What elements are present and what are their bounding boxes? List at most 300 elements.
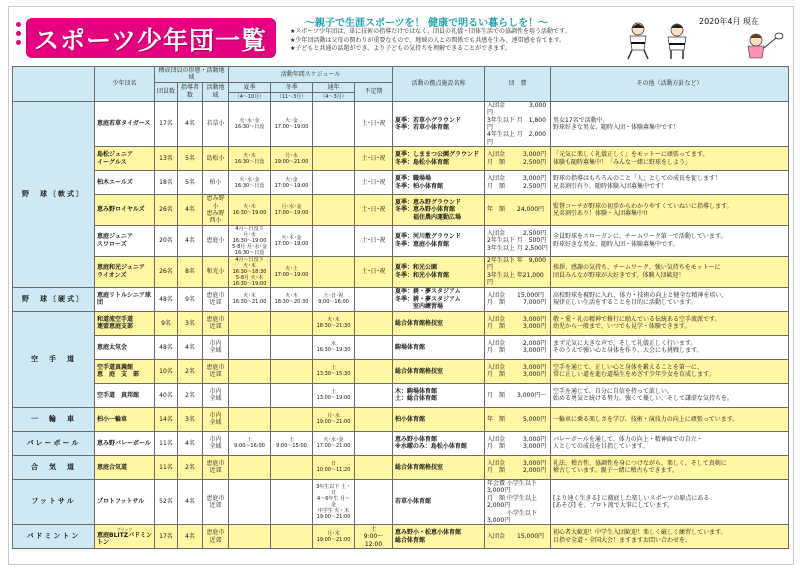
cell-members — [155, 407, 178, 431]
cell-other-text: 高校野球を視野に入れ、体力・技術の向上と健全な精神を培い、 規律正しい生活をすることを目的に活動しています。 — [553, 291, 728, 307]
col-winter: 冬季 — [271, 82, 313, 92]
cell-venue-text: 駒場体育館 — [395, 343, 426, 351]
cell-venue-text: 夏季：恵み野グラウンド 冬季：恵み野小体育館 福住農内運動広場 — [395, 198, 462, 221]
table-row — [13, 359, 789, 383]
cell-venue — [393, 407, 485, 431]
cell-venue — [393, 479, 485, 524]
cell-venue-text: 総合体育館格技室 — [395, 367, 444, 375]
cell-area-text: 市内 全域 — [209, 435, 222, 451]
col-category — [13, 67, 95, 102]
cell-summer-text: 火･木 16:30〜21:00 — [232, 293, 267, 306]
cell-members-text: 17名 — [159, 533, 173, 541]
cell-fee-text: 年 額 24,000円 — [487, 206, 545, 214]
cell-yearround — [313, 455, 355, 479]
cell-venue — [393, 359, 485, 383]
table-row — [13, 101, 789, 146]
cell-area — [203, 479, 229, 524]
cell-members-text: 40名 — [159, 391, 173, 399]
cell-venue-text: 若草小体育館 — [395, 498, 432, 506]
cell-yearround-text: 土 13:30〜15:30 — [316, 365, 351, 378]
cell-area-text: 恵庭小 — [206, 237, 225, 245]
cell-yearround — [313, 431, 355, 455]
cell-venue — [393, 195, 485, 226]
table-row — [13, 479, 789, 524]
cell-irregular-text: 土 9:00〜12:00 — [363, 525, 384, 548]
category-cell: バレーボール — [13, 431, 95, 455]
cell-yearround-text: 火･水･金 17:00〜21:00 — [316, 437, 351, 450]
cell-fee-text: 入団金 2,000円 月 額 3,000円 — [487, 339, 547, 355]
cell-area-text: 恵み野小 恵み野西小 — [206, 195, 225, 225]
col-coaches: 指導者数 — [178, 82, 203, 101]
cell-fee — [485, 455, 551, 479]
cell-other — [551, 407, 789, 431]
cell-coaches-text: 5名 — [185, 179, 195, 187]
cell-area-text: 市内 全域 — [209, 387, 222, 403]
cell-venue — [393, 311, 485, 335]
cell-coaches-text: 4名 — [185, 237, 195, 245]
cell-fee — [485, 225, 551, 256]
cell-members-text: 20名 — [159, 237, 173, 245]
cell-winter-text: 火･木 18:30〜20:30 — [274, 293, 309, 306]
col-yearround-sub: （4〜3月） — [313, 92, 355, 101]
cell-other — [551, 359, 789, 383]
cell-fee-text: 入団金 3,000円 月 額 2,500円 — [487, 175, 547, 190]
cell-summer-text: 4月〜日没下 火･木 16:30〜18:30 5-8月 火･木 16:30〜19:00 — [232, 256, 267, 287]
intro-line: ★スポーツ少年団は、単に技術の指導だけではなく、団員の礼儀・団体生活での協調性を培う活動です。 — [290, 28, 571, 35]
cell-summer-text: 火･水･金 16:30〜日没 — [234, 176, 265, 189]
cell-members — [155, 225, 178, 256]
cell-other — [551, 147, 789, 171]
cell-winter — [271, 311, 313, 335]
cell-name-text: 空手道真義館 恵 庭 支 部 — [97, 363, 140, 379]
cell-name — [95, 195, 155, 226]
intro-line: ★少年団活動は父母の関わりが重要なもので、地域の人との関係でも共感を生み、連帯感を育てます。 — [290, 36, 566, 44]
cell-other-text: 敬・愛・礼の精神で修行に励んでいる伝統ある空手流派です。 幼児から一般まで、いつでも見学・体験できます。 — [553, 315, 721, 331]
cell-coaches-text: 4名 — [185, 343, 195, 351]
cell-summer — [229, 171, 271, 195]
table-row — [13, 147, 789, 171]
cell-other-text: 「元気に楽しく礼儀正しく」をモットーに頑張ってます。 体験も随時募集中！「みんな一緒に野球をしよう」 — [553, 151, 709, 166]
cell-area — [203, 311, 229, 335]
table-row — [13, 225, 789, 256]
cell-other — [551, 431, 789, 455]
cell-members — [155, 287, 178, 311]
cell-coaches-text: 4名 — [185, 206, 195, 214]
cell-winter — [271, 287, 313, 311]
cell-irregular — [355, 479, 393, 524]
cell-name-text: 恵庭BLITZバドミントン — [97, 531, 152, 547]
cell-other — [551, 256, 789, 287]
cell-yearround-text: 月･木 19:00〜21:00 — [316, 530, 351, 543]
cell-members-text: 52名 — [159, 498, 173, 506]
cell-summer — [229, 147, 271, 171]
cell-summer-text: 火･木 16:30〜19:00 — [232, 204, 267, 217]
cell-winter — [271, 101, 313, 146]
judo-kid-illustration-icon — [662, 22, 692, 60]
cell-yearround — [313, 195, 355, 226]
cell-summer — [229, 383, 271, 407]
cell-coaches-text: 2名 — [185, 367, 195, 375]
table-row — [13, 311, 789, 335]
col-irregular: 不定期 — [355, 82, 393, 101]
col-fee: 団 費 — [485, 67, 551, 102]
cell-winter-text: 月･水･金 17:00〜19:00 — [274, 204, 309, 217]
category-cell: バドミントン — [13, 525, 95, 549]
cell-area-text: 恵庭市 近郊 — [206, 494, 225, 510]
cell-area — [203, 383, 229, 407]
cell-other — [551, 225, 789, 256]
cell-irregular — [355, 256, 393, 287]
cell-irregular — [355, 171, 393, 195]
cell-irregular-text: 土･日･祝 — [361, 120, 386, 128]
cell-members — [155, 431, 178, 455]
name-ruby: ブリッツ — [116, 526, 133, 532]
cell-name-text: 恵庭和光ジュニア ライオンズ — [97, 264, 145, 279]
cell-yearround — [313, 256, 355, 287]
col-venue: 活動の拠点施設名称 — [393, 67, 485, 102]
cell-fee-text: 年会費 小学生以下 3,000円 月 額 中学生以上 2,000円 小学生以下 3,000円 — [487, 479, 537, 524]
cell-members — [155, 311, 178, 335]
category-cell: 野 球〔軟式〕 — [13, 101, 95, 287]
cell-coaches-text: 9名 — [185, 295, 195, 303]
cell-name — [95, 101, 155, 146]
cell-summer — [229, 225, 271, 256]
cell-venue-text: 夏季：職場場 冬季：柏小体育館 — [395, 175, 444, 190]
cell-fee-text: 入団金 3,000円 月 額 3,000円 — [487, 363, 547, 379]
cell-irregular — [355, 455, 393, 479]
cell-area-text: 島松小 — [206, 155, 225, 163]
cell-fee-text: 入団金 15,000円 月 額 7,000円 — [487, 291, 547, 307]
cell-irregular-text: 土･日･祝 — [361, 268, 386, 276]
cell-other — [551, 479, 789, 524]
cell-name-text: プロトフットサル — [97, 498, 145, 506]
cell-winter — [271, 195, 313, 226]
cell-coaches-text: 4名 — [185, 439, 195, 447]
cell-members — [155, 335, 178, 359]
cell-other — [551, 335, 789, 359]
cell-winter-text: 火･土 17:00〜19:00 — [274, 265, 309, 278]
cell-winter — [271, 335, 313, 359]
cell-other-text: 礼法、稽古性、協調性を身につけながら、楽しく、そして真剣に 稽古しています。親子一緒に稽古もできます。 — [553, 459, 727, 475]
col-yearround: 通年 — [313, 82, 355, 92]
cell-irregular — [355, 287, 393, 311]
cell-venue-text: 木：駒場体育館 土：総合体育館 — [395, 387, 438, 403]
cell-coaches — [178, 431, 203, 455]
cell-coaches — [178, 147, 203, 171]
category-cell: フットサル — [13, 479, 95, 524]
cell-coaches — [178, 101, 203, 146]
cell-fee — [485, 171, 551, 195]
cell-winter-text: 火･金 17:00〜19:00 — [274, 176, 309, 189]
cell-area-text: 柏小 — [209, 179, 222, 187]
cell-venue — [393, 171, 485, 195]
cell-area — [203, 455, 229, 479]
cell-venue — [393, 455, 485, 479]
cell-name-text: 恵庭リトルシニア球団 — [97, 291, 151, 307]
cell-area — [203, 147, 229, 171]
cell-other-text: 男女17名で活動中。 野球好きな男女、随時入団・体験募集中です！ — [553, 116, 680, 132]
cell-yearround — [313, 147, 355, 171]
cell-coaches-text: 4名 — [185, 533, 195, 541]
cell-venue-text: 夏季：若草小グラウンド 冬季：若草小体育館 — [395, 116, 462, 132]
table-row — [13, 335, 789, 359]
cell-name — [95, 335, 155, 359]
cell-other — [551, 455, 789, 479]
cell-summer — [229, 431, 271, 455]
cell-yearround-text: 日 10:00〜11:20 — [316, 461, 351, 474]
cell-summer — [229, 525, 271, 549]
cell-winter — [271, 359, 313, 383]
cell-fee — [485, 359, 551, 383]
cell-winter — [271, 479, 313, 524]
cell-other — [551, 287, 789, 311]
cell-members — [155, 195, 178, 226]
cell-area — [203, 171, 229, 195]
cell-venue-text: 総合体育館格技室 — [395, 463, 444, 471]
cell-venue-text: 柏小体育館 — [395, 415, 426, 423]
table-row — [13, 195, 789, 226]
cell-area-text: 恵庭市 近郊 — [206, 315, 225, 331]
cell-other — [551, 311, 789, 335]
cell-other-text: 空手を通じて、正しい心と身体を鍛えることを第一に、 常に正しい道を進む道場生をめざす少年少女を育成します。 — [553, 363, 715, 379]
table-row — [13, 407, 789, 431]
cell-coaches-text: 3名 — [185, 415, 195, 423]
table-row — [13, 431, 789, 455]
cell-area — [203, 407, 229, 431]
cell-area — [203, 195, 229, 226]
cell-yearround-text: 火･木 18:30〜21:30 — [316, 317, 351, 330]
cell-fee — [485, 147, 551, 171]
cell-name — [95, 455, 155, 479]
cell-fee — [485, 311, 551, 335]
cell-fee-text: 入団金 3,000円 3年生以下 月 1,800円 4年生以上 月 2,000円 — [487, 101, 547, 146]
cell-winter — [271, 225, 313, 256]
cell-winter-text: 土 9:00〜15:00 — [276, 437, 307, 450]
category-cell: 野 球〔硬式〕 — [13, 287, 95, 311]
category-cell: 空 手 道 — [13, 311, 95, 407]
cell-fee-text: 月 額 3,000円〜 — [487, 391, 547, 399]
cell-yearround — [313, 359, 355, 383]
cell-fee-text: 入団金 2,500円 2年生以下 月 500円 3年生以上 月 2,500円 — [487, 229, 548, 252]
cell-other-text: 全員野球をスローガンに、チームワーク第一で活動しています。 野球好きな男女、随時入団・体験募集中です。 — [553, 233, 727, 248]
cell-coaches — [178, 479, 203, 524]
cell-irregular — [355, 383, 393, 407]
cell-summer-text: 土 9:00〜16:00 — [234, 437, 265, 450]
cell-other — [551, 101, 789, 146]
cell-area-text: 恵庭市 近郊 — [206, 291, 225, 307]
cell-other-text: 挨拶、感謝の気持ち、チームワーク、強い気持ちをモットーに 団員みんなが野球が大好きです。体験入団歓迎！ — [553, 264, 721, 279]
col-winter-sub: （11〜3月） — [271, 92, 313, 101]
cell-venue-text: 夏季：しままつ公園グラウンド 冬季：島松小体育館 — [395, 151, 480, 166]
cell-yearround — [313, 311, 355, 335]
cell-area — [203, 359, 229, 383]
cell-winter-text: 火･金 17:00〜19:00 — [274, 118, 309, 131]
cell-coaches — [178, 455, 203, 479]
decorative-dots — [14, 22, 24, 49]
cell-name — [95, 359, 155, 383]
table-row — [13, 383, 789, 407]
cell-name — [95, 407, 155, 431]
cell-venue — [393, 287, 485, 311]
cell-venue-text: 夏季：河川敷グラウンド 冬季：恵庭小体育館 — [395, 233, 462, 248]
cell-yearround-text: 3年生以下 土・日 4〜6年生 月〜金 中学生 火・木 19:00〜21:00 — [316, 484, 351, 521]
cell-fee — [485, 287, 551, 311]
cell-summer — [229, 287, 271, 311]
cell-fee — [485, 101, 551, 146]
cell-fee — [485, 383, 551, 407]
cell-coaches — [178, 335, 203, 359]
cell-other-text: [より速く生きる] に徹底した楽しいスポーツの原点にある [あそび] を、プロト流で大事にしています。 — [553, 494, 710, 510]
intro-line: ★子どもと共通の話題ができ、より子どもの気持ちを理解できることができます。 — [290, 45, 511, 52]
cell-members-text: 48名 — [159, 295, 173, 303]
cell-yearround — [313, 287, 355, 311]
cell-venue-text: 総合体育館格技室 — [395, 319, 444, 327]
cell-name-text: 柏小一輪車 — [97, 415, 128, 423]
cell-summer-text: 4月〜日没下 月･水 16:30〜19:00 5-8月 月･水･金 16:30〜日没 — [232, 225, 267, 256]
cell-members — [155, 359, 178, 383]
cell-members-text: 11名 — [159, 463, 173, 471]
cell-fee — [485, 335, 551, 359]
cell-other-text: 監督コーチが野球の初歩からわかりやすくていねいに指導します。 兄弟割引あり！体験・入団募集中!! — [553, 202, 733, 218]
cell-area-text: 恵庭市 近郊 — [206, 459, 225, 475]
cell-venue-text: 夏季：和光公園 冬季：和光小体育館 — [395, 264, 450, 279]
cell-members — [155, 455, 178, 479]
cell-summer-text: 火･水･金 16:30〜日没 — [234, 118, 265, 131]
cell-other — [551, 171, 789, 195]
cell-coaches-text: 4名 — [185, 498, 195, 506]
cell-winter — [271, 256, 313, 287]
table-header — [13, 67, 789, 102]
cell-fee — [485, 431, 551, 455]
cell-area — [203, 431, 229, 455]
cell-other-text: 野球の指導はもちろんのこと「人」としての成長を促します！ 兄弟割引有り。随時体験入団募集中です！ — [553, 175, 722, 190]
cell-name-text: 恵庭合気道 — [97, 463, 128, 471]
cell-fee-text: 入団金 3,000円 月 額 2,500円 — [487, 151, 547, 166]
cell-members — [155, 171, 178, 195]
cell-coaches — [178, 287, 203, 311]
cell-members — [155, 383, 178, 407]
cell-members-text: 14名 — [159, 415, 173, 423]
cell-summer — [229, 101, 271, 146]
cell-members — [155, 256, 178, 287]
cell-yearround — [313, 407, 355, 431]
cell-members-text: 26名 — [159, 206, 173, 214]
col-other: その他（活動方針など） — [551, 67, 789, 102]
cell-irregular — [355, 431, 393, 455]
cell-fee — [485, 525, 551, 549]
col-members: 団員数 — [155, 82, 178, 101]
cell-yearround-text: 水 16:30〜19:30 — [316, 341, 351, 354]
cell-name-text: 恵庭ジュニア スワローズ — [97, 233, 133, 248]
cell-other-text: 空手を通じて、自分に自信を持って欲しい。 始める勇気と続ける努力。強くて優しい、そして謙虚な気持ちを。 — [553, 387, 734, 403]
cell-coaches — [178, 225, 203, 256]
cell-members-text: 17名 — [159, 120, 173, 128]
cell-yearround-text: 月･水 19:00〜21:00 — [316, 413, 351, 426]
cell-other-text: まず元気に大きな声で、そして礼儀正しく行います。 そのうえで強い心と身体を作り、大会にも挑戦します。 — [553, 339, 703, 355]
cell-irregular-text: 土･日･祝 — [361, 206, 386, 214]
cell-irregular-text: 土･日･祝 — [361, 179, 386, 187]
cell-coaches-text: 3名 — [185, 319, 195, 327]
cell-coaches-text: 2名 — [185, 391, 195, 399]
cell-area-text: 和光小 — [206, 268, 225, 276]
cell-area-text: 市内 全域 — [209, 411, 222, 427]
cell-coaches — [178, 311, 203, 335]
cell-summer-text: 火･木 16:30〜日没 — [234, 152, 265, 165]
cell-area-text: 市内 全域 — [209, 339, 222, 355]
col-summer-sub: （4〜10月） — [229, 92, 271, 101]
cell-venue — [393, 147, 485, 171]
cell-other-text: 一輪車に乗る楽しさを学び、技術・演技力の向上に頑張っています。 — [553, 415, 739, 423]
cell-winter — [271, 171, 313, 195]
cell-irregular-text: 土･日･祝 — [361, 155, 386, 163]
cell-fee-text: 入団金 3,000円 月 額 3,000円 — [487, 435, 547, 451]
cell-irregular — [355, 101, 393, 146]
cell-members-text: 13名 — [159, 155, 173, 163]
cell-name-text: 恵庭若草タイガース — [97, 120, 151, 128]
cell-area — [203, 225, 229, 256]
cell-coaches — [178, 525, 203, 549]
cell-other — [551, 383, 789, 407]
cell-name-text: 和道流空手道 連盟恵庭支部 — [97, 315, 134, 331]
cell-name-text: 島松ジュニア イーグルス — [97, 151, 133, 166]
cell-summer — [229, 256, 271, 287]
cell-irregular — [355, 525, 393, 549]
table-body — [13, 101, 789, 549]
cell-name — [95, 383, 155, 407]
col-summer: 夏季 — [229, 82, 271, 92]
table-row — [13, 256, 789, 287]
cell-members — [155, 525, 178, 549]
cell-members — [155, 479, 178, 524]
cell-summer — [229, 455, 271, 479]
karate-kid-illustration-icon — [618, 20, 658, 60]
col-area: 活動地域 — [203, 82, 229, 101]
cell-yearround — [313, 101, 355, 146]
cell-yearround — [313, 171, 355, 195]
cell-area — [203, 287, 229, 311]
cell-summer — [229, 407, 271, 431]
cell-members-text: 18名 — [159, 179, 173, 187]
cell-winter-text: 月･水 19:00〜21:00 — [274, 152, 309, 165]
cell-name — [95, 525, 155, 549]
cell-area-text: 恵庭市 近郊 — [206, 529, 225, 544]
cell-name-text: 空手道 真邦館 — [97, 391, 140, 399]
cell-winter — [271, 407, 313, 431]
cell-irregular — [355, 225, 393, 256]
cell-yearround-text: 土･日･祝 9:00〜16:00 — [318, 293, 349, 306]
cell-irregular — [355, 147, 393, 171]
cell-venue — [393, 335, 485, 359]
cell-name — [95, 479, 155, 524]
cell-name — [95, 147, 155, 171]
category-cell: 合 気 道 — [13, 455, 95, 479]
cell-members — [155, 147, 178, 171]
cell-coaches-text: 5名 — [185, 155, 195, 163]
cell-venue — [393, 256, 485, 287]
cell-name — [95, 431, 155, 455]
col-schedule: 活動年間スケジュール — [229, 67, 393, 83]
cell-fee-text: 2年生以下 年 9,000円 3年生以上 年21,000円 — [487, 257, 546, 287]
cell-fee — [485, 479, 551, 524]
cell-name — [95, 256, 155, 287]
cell-fee — [485, 407, 551, 431]
cell-fee-text: 年 額 5,000円 — [487, 415, 547, 423]
cell-fee — [485, 195, 551, 226]
cell-members-text: 26名 — [159, 268, 173, 276]
cell-area — [203, 256, 229, 287]
category-cell: 一 輪 車 — [13, 407, 95, 431]
cell-coaches-text: 8名 — [185, 268, 195, 276]
